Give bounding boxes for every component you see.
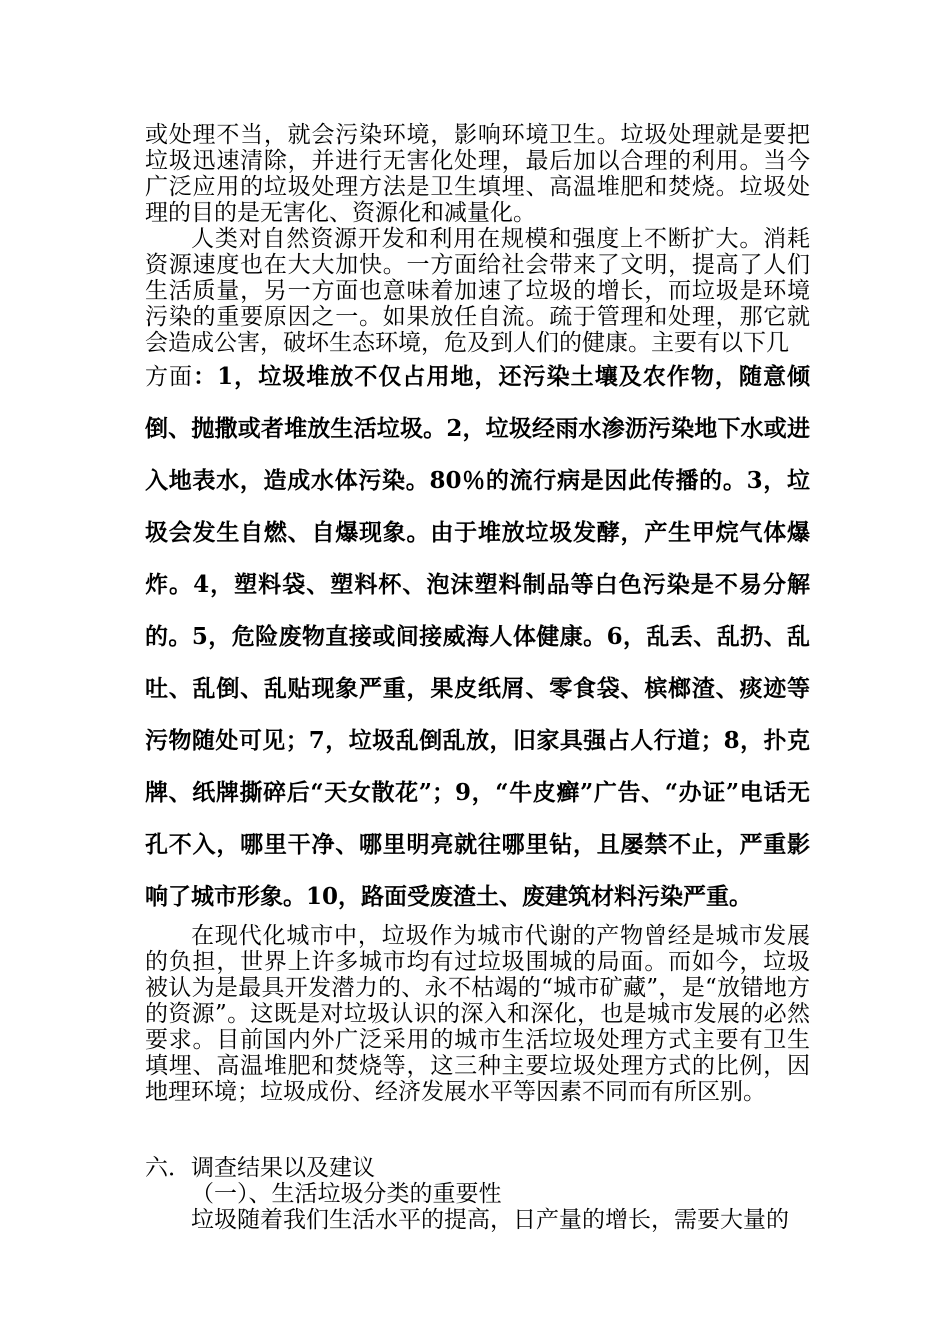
document-page bbox=[145, 122, 810, 1233]
pollution-list-lead: 方面 bbox=[145, 364, 194, 390]
paragraph-classification-start: 垃圾随着我们生活水平的提高，日产量的增长，需要大量的 bbox=[191, 1207, 789, 1233]
pollution-list-body: ：1，垃圾堆放不仅占用地，还污染土壤及农作物，随意倾倒、抛撒或者堆放生活垃圾。2，垃圾经雨水渗沥污染地下水或进入地表水，造成水体污染。80％的流行病是因此传播的。3，垃圾会发生自燃、自爆现象。由于堆放垃圾发酵，产生甲烷气体爆炸。4，塑料袋、塑料杯、泡沫塑料制品等白色污染是不易分解的。5，危险废物直接或间接威海人体健康。6，乱丢、乱扔、乱吐、乱倒、乱贴现象严重，果皮纸屑、零食袋、槟榔渣、痰迹等污物随处可见；7，垃圾乱倒乱放，旧家具强占人行道；8，扑克牌、纸牌撕碎后“天女散花”；9，“牛皮癣”广告、“办证”电话无孔不入，哪里干净、哪里明亮就往哪里钻，且屡禁不止，严重影响了城市形象。10，路面受废渣土、废建筑材料污染严重。 bbox=[145, 363, 810, 910]
subsection-heading: （一）、生活垃圾分类的重要性 bbox=[191, 1181, 502, 1207]
paragraph-waste-handling: 或处理不当，就会污染环境，影响环境卫生。垃圾处理就是要把垃圾迅速清除，并进行无害化处理，最后加以合理的利用。当今广泛应用的垃圾处理方法是卫生填埋、高温堆肥和焚烧。垃圾处理的目的是无害化、资源化和减量化。 bbox=[145, 122, 810, 226]
section-heading: 六．调查结果以及建议 bbox=[145, 1155, 375, 1181]
paragraph-resource-consumption: 人类对自然资源开发和利用在规模和强度上不断扩大。消耗资源速度也在大大加快。一方面给社会带来了文明，提高了人们生活质量，另一方面也意味着加速了垃圾的增长，而垃圾是环境污染的重要原因之一。如果放任自流。疏于管理和处理，那它就会造成公害，破坏生态环境，危及到人们的健康。主要有以下几 bbox=[145, 226, 810, 356]
paragraph-urban-mining: 在现代化城市中，垃圾作为城市代谢的产物曾经是城市发展的负担，世界上许多城市均有过垃圾围城的局面。而如今，垃圾被认为是最具开发潜力的、永不枯竭的“城市矿藏”，是“放错地方的资源”。这既是对垃圾认识的深入和深化，也是城市发展的必然要求。目前国内外广泛采用的城市生活垃圾处理方式主要有卫生填埋、高温堆肥和焚烧等，这三种主要垃圾处理方式的比例，因地理环境；垃圾成份、经济发展水平等因素不同而有所区别。 bbox=[145, 923, 810, 1105]
paragraph-pollution-list bbox=[145, 351, 810, 923]
